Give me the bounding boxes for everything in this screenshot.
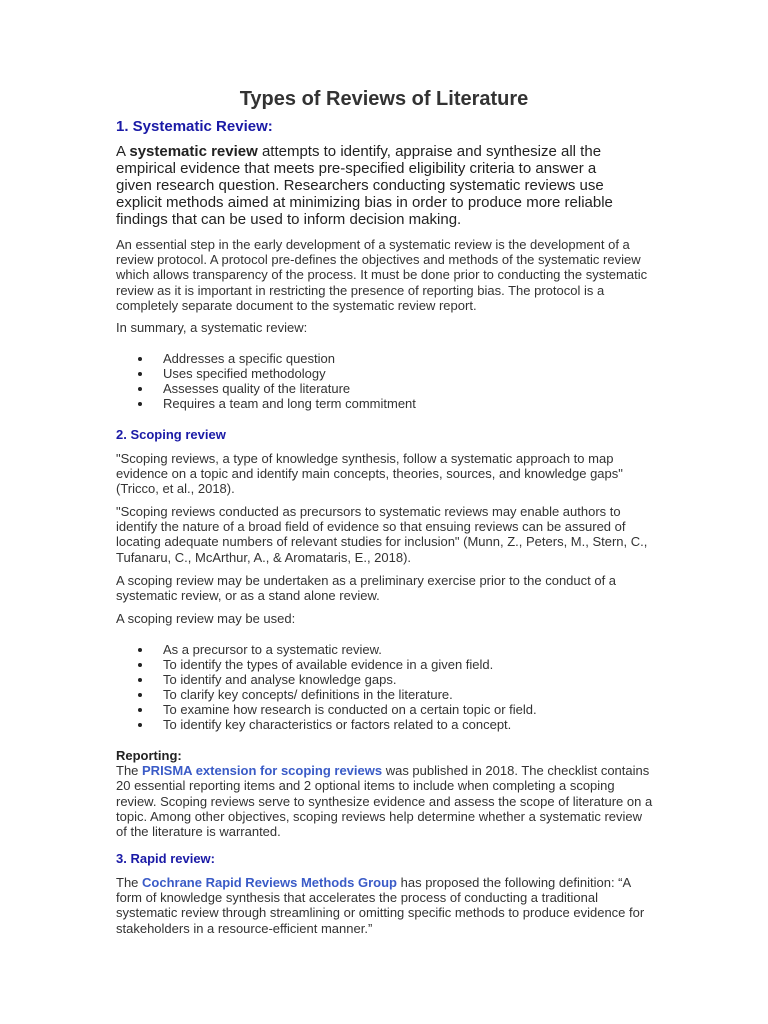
scoping-definition-paragraph: "Scoping reviews, a type of knowledge synthesis, follow a systematic approach to map evidence on a topic and identify main concepts, theories, sources, and knowledge gaps" (Tricco, et al., 2018). xyxy=(116,451,623,497)
section-heading-systematic-review: 1. Systematic Review: xyxy=(116,118,273,135)
bullet-icon xyxy=(138,723,142,727)
section-heading-rapid-review: 3. Rapid review: xyxy=(116,851,215,866)
bullet-icon xyxy=(138,387,142,391)
document-title: Types of Reviews of Literature xyxy=(239,88,529,110)
reporting-paragraph: Reporting: The PRISMA extension for scoping reviews was published in 2018. The checklist contains 20 essential reporting items and 2 optional items to include when completing a scoping review. Scoping reviews serve to synthesize evidence and assess the scope of literature on a topic. Among other objectives, scoping reviews help determine whether a systematic review of the literature is warranted. xyxy=(116,748,653,840)
prisma-extension-link[interactable]: PRISMA extension for scoping reviews xyxy=(142,763,383,779)
cochrane-rapid-reviews-link[interactable]: Cochrane Rapid Reviews Methods Group xyxy=(142,875,398,890)
bullet-icon xyxy=(138,402,142,406)
section-heading-scoping-review: 2. Scoping review xyxy=(116,427,226,442)
list-item: As a precursor to a systematic review. xyxy=(116,642,537,657)
systematic-review-lead-paragraph xyxy=(116,143,636,228)
list-item: Assesses quality of the literature xyxy=(116,381,416,396)
lead-rest: attempts to identify, appraise and synthesize all the empirical evidence that meets pre-specified eligibility criteria to answer a given research question. Researchers conducting systematic reviews use explicit methods aimed at minimizing bias in order to produce more reliable findings that can be used to inform decision making. xyxy=(116,143,613,228)
scoping-review-bullet-list xyxy=(116,642,537,732)
bullet-icon xyxy=(138,648,142,652)
systematic-review-bullet-list xyxy=(116,351,416,411)
bullet-icon xyxy=(138,663,142,667)
scoping-precursor-paragraph: "Scoping reviews conducted as precursors to systematic reviews may enable authors to identify the nature of a broad field of evidence so that ensuing reviews can be assured of locating adequate numbers of relevant studies for inclusion" (Munn, Z., Peters, M., Stern, C., Tufanaru, C., McArthur, A., & Aromataris, E., 2018). xyxy=(116,504,648,565)
bullet-icon xyxy=(138,693,142,697)
bullet-icon xyxy=(138,708,142,712)
list-item: Uses specified methodology xyxy=(116,366,416,381)
bullet-icon xyxy=(138,678,142,682)
lead-prefix: A xyxy=(116,143,130,160)
bullet-icon xyxy=(138,372,142,376)
list-item: Requires a team and long term commitment xyxy=(116,396,416,411)
list-item: To identify key characteristics or factors related to a concept. xyxy=(116,717,537,732)
rapid-review-definition-paragraph: The Cochrane Rapid Reviews Methods Group has proposed the following definition: “A form of knowledge synthesis that accelerates the process of conducting a traditional systematic review through streamlining or omitting specific methods to produce evidence for stakeholders in a resource-efficient manner.” xyxy=(116,875,645,936)
list-item: To identify and analyse knowledge gaps. xyxy=(116,672,537,687)
protocol-paragraph: An essential step in the early development of a systematic review is the development of a review protocol. A protocol pre-defines the objectives and methods of the systematic review which allows transparency of the process. It must be done prior to conducting the systematic review as it is important in restricting the presence of reporting bias. The protocol is a completely separate document to the systematic review report. xyxy=(116,237,648,313)
scoping-used-intro: A scoping review may be used: xyxy=(116,611,296,626)
scoping-preliminary-paragraph: A scoping review may be undertaken as a preliminary exercise prior to the conduct of a systematic review, or as a stand alone review. xyxy=(116,573,617,604)
list-item: To clarify key concepts/ definitions in the literature. xyxy=(116,687,537,702)
summary-intro: In summary, a systematic review: xyxy=(116,320,308,335)
bullet-icon xyxy=(138,357,142,361)
list-item: To examine how research is conducted on a certain topic or field. xyxy=(116,702,537,717)
list-item: To identify the types of available evidence in a given field. xyxy=(116,657,537,672)
reporting-label: Reporting: xyxy=(116,748,182,763)
list-item: Addresses a specific question xyxy=(116,351,416,366)
lead-bold-term: systematic review xyxy=(129,143,258,160)
